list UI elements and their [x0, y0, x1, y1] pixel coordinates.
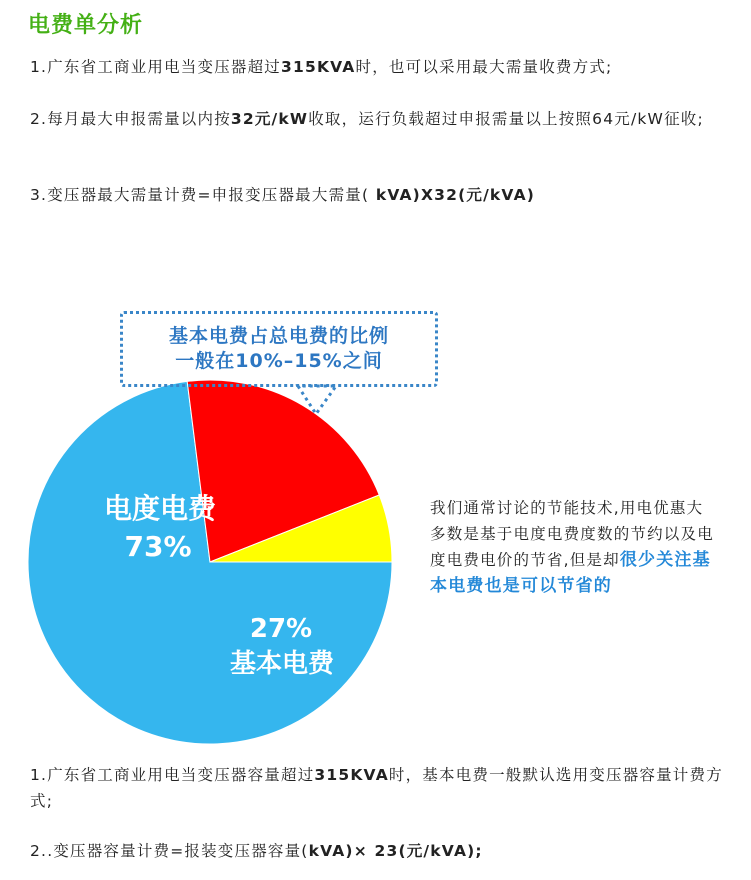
paragraph-3-text-a: 3.变压器最大需量计费=申报变压器最大需量( — [30, 186, 370, 204]
paragraph-4-text-a: 1.广东省工商业用电当变压器容量超过 — [30, 766, 315, 784]
paragraph-4-bold: 315KVA — [314, 766, 389, 784]
callout-bubble — [120, 311, 438, 387]
paragraph-2-bold: 32元/kW — [230, 110, 309, 128]
callout-line-2: 一般在10%–15%之间 — [175, 350, 383, 372]
paragraph-5-text-a: 2..变压器容量计费=报装变压器容量( — [30, 842, 309, 860]
slice-label-basic-percent: 27% — [249, 614, 313, 644]
paragraph-2-text-a: 2.每月最大申报需量以内按 — [30, 110, 231, 128]
paragraph-3-bold: kVA)X32(元/kVA) — [369, 186, 536, 204]
page-title: 电费单分析 — [28, 13, 144, 38]
paragraph-4-text-c: 时，基本电费一般默认选用变压器容量计费方式; — [30, 766, 723, 810]
side-note — [430, 495, 720, 599]
pie-slices — [28, 380, 392, 744]
paragraph-1-text-c: 时，也可以采用最大需量收费方式; — [355, 58, 613, 76]
paragraph-1-bold: 315KVA — [281, 58, 356, 76]
paragraph-4 — [30, 762, 735, 814]
slice-label-main-percent: 73% — [124, 530, 192, 563]
paragraph-1-text-a: 1.广东省工商业用电当变压器超过 — [30, 58, 281, 76]
callout-line-1: 基本电费占总电费的比例 — [168, 325, 389, 347]
paragraph-5 — [30, 838, 735, 864]
side-note-highlight: 很少关注基本电费也是可以节省的 — [430, 550, 711, 596]
side-note-text: 我们通常讨论的节能技术,用电优惠大多数是基于电度电费度数的节约以及电度电费电价的节省,但是却 — [430, 499, 714, 569]
paragraph-5-bold: kVA)× 23(元/kVA); — [308, 842, 483, 860]
slice-label-main-name: 电度电费 — [103, 492, 217, 525]
slice-label-basic-name: 基本电费 — [229, 649, 335, 679]
paragraph-2-text-c: 收取，运行负载超过申报需量以上按照64元/kW征收; — [308, 110, 704, 128]
